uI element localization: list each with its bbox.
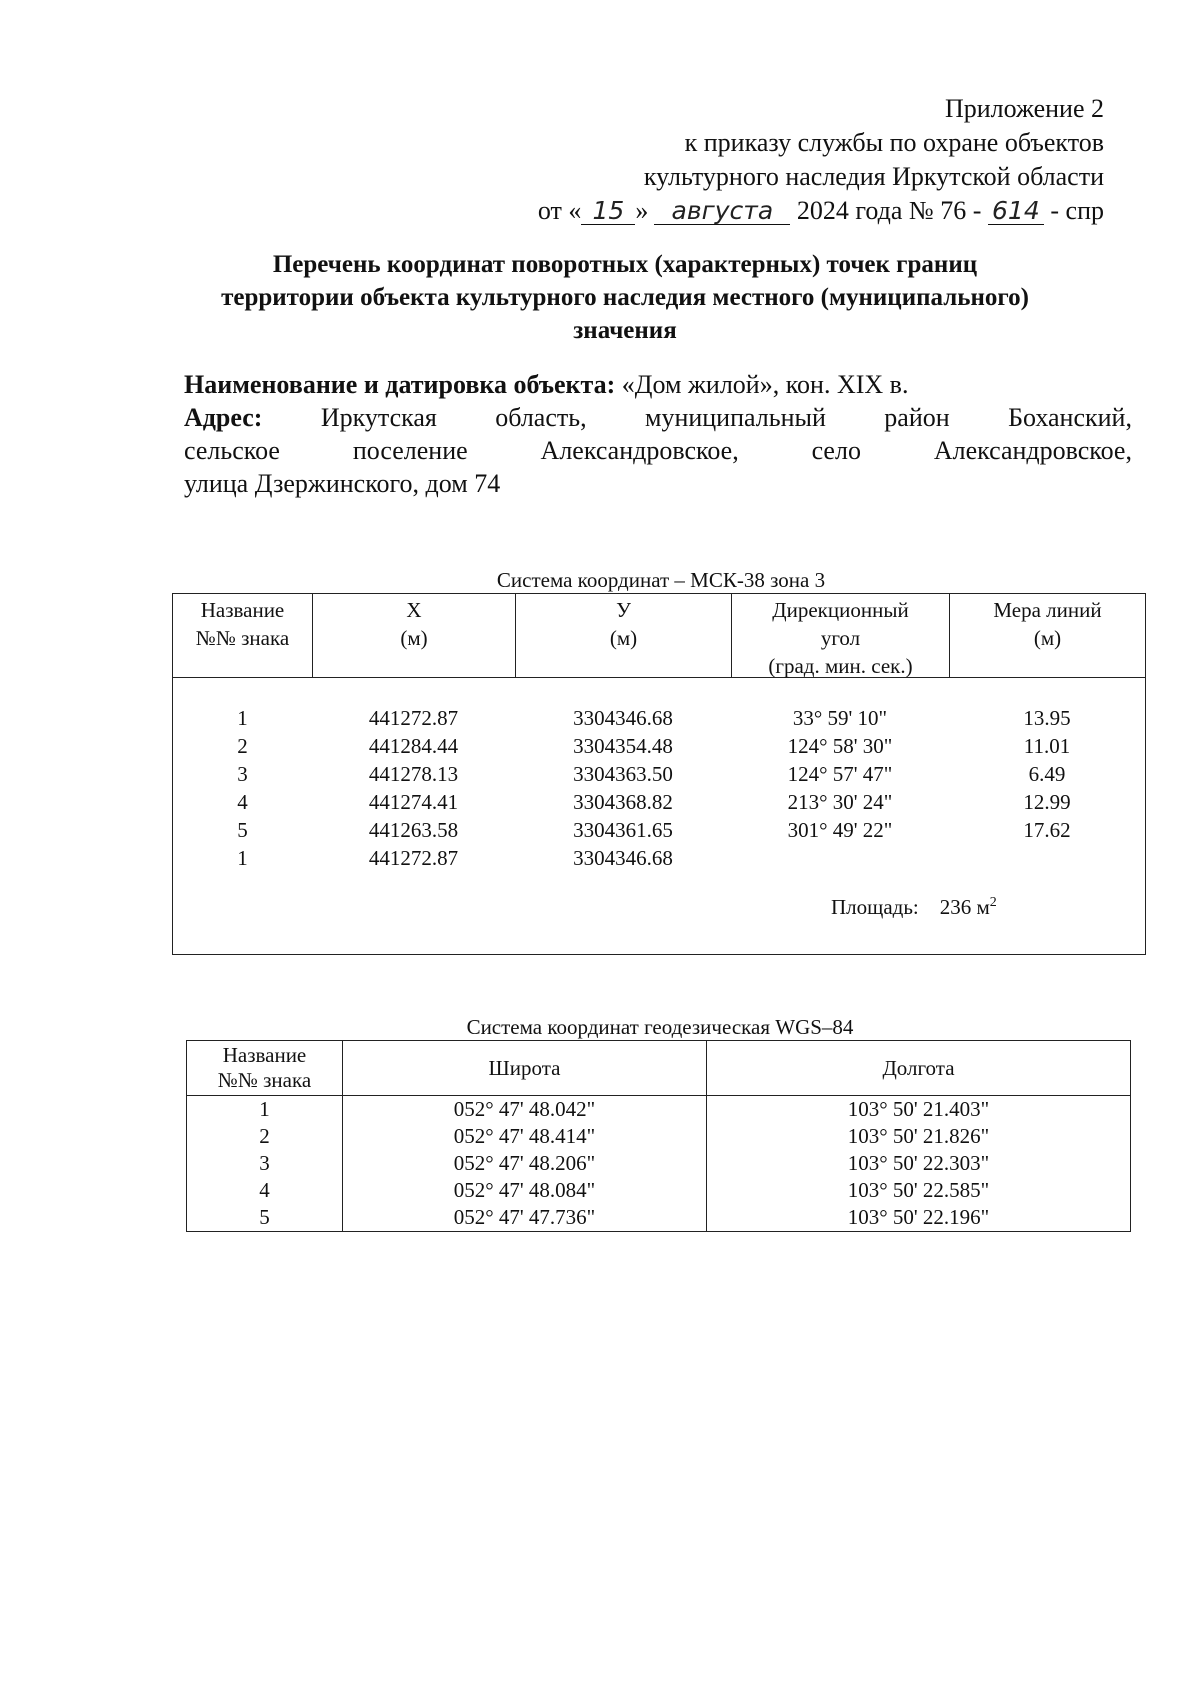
header-text: (м) <box>400 626 428 650</box>
cell-n: 3 <box>187 1150 343 1177</box>
cell-lat: 052° 47' 48.414" <box>343 1123 707 1150</box>
cell-x: 441272.87 <box>368 846 459 870</box>
cell-angle: 124° 58' 30" <box>787 734 893 758</box>
header-text: Дирекционный <box>772 598 909 622</box>
cell-n: 4 <box>187 1177 343 1204</box>
cell-y: 3304346.68 <box>573 846 673 870</box>
table-row <box>173 704 1145 732</box>
wgs-coordinates-table <box>186 1040 1131 1232</box>
wgs-table-header <box>187 1041 1131 1096</box>
header-text: Мера линий <box>993 598 1102 622</box>
cell-y: 3304368.82 <box>573 790 673 814</box>
table-row <box>187 1123 1131 1150</box>
object-info <box>184 368 1132 500</box>
address-word: Иркутская <box>320 403 437 432</box>
address-word: муниципальный <box>644 403 826 432</box>
cell-y: 3304346.68 <box>573 706 673 730</box>
cell-length: 12.99 <box>1023 790 1071 814</box>
date-prefix: от « <box>537 196 582 225</box>
table-row <box>173 788 1145 816</box>
cell-lat: 052° 47' 48.084" <box>343 1177 707 1204</box>
header-text: (м) <box>1033 626 1062 650</box>
table-row <box>173 760 1145 788</box>
address-word: Боханский, <box>1008 403 1132 432</box>
header-point-name <box>187 1041 343 1096</box>
header-text: Название <box>222 1043 307 1067</box>
object-name-row <box>184 368 1132 401</box>
cell-lon: 103° 50' 22.585" <box>707 1177 1131 1204</box>
header-text: У <box>616 598 631 622</box>
cell-length: 11.01 <box>1023 734 1071 758</box>
address-word: область, <box>495 403 587 432</box>
cell-lon: 103° 50' 21.403" <box>707 1096 1131 1124</box>
cell-x: 441272.87 <box>368 706 459 730</box>
header-text: Х <box>406 598 422 622</box>
table-row <box>173 844 1145 872</box>
address-word: сельское <box>184 436 280 465</box>
header-text: угол <box>820 626 861 650</box>
cell-n: 5 <box>237 818 248 842</box>
table-row <box>187 1150 1131 1177</box>
cell-angle: 213° 30' 24" <box>787 790 893 814</box>
cell-angle: 301° 49' 22" <box>787 818 893 842</box>
cell-y: 3304361.65 <box>573 818 673 842</box>
address-line-1 <box>184 401 1132 434</box>
header-y <box>515 594 731 677</box>
cell-n: 1 <box>187 1096 343 1124</box>
cell-x: 441263.58 <box>368 818 459 842</box>
date-mid: » <box>635 196 649 225</box>
handwritten-doc-number: 614 <box>988 198 1044 225</box>
wgs-table-caption: Система координат геодезическая WGS–84 <box>466 1015 854 1039</box>
msk-coordinates-table <box>172 593 1146 955</box>
table-row <box>173 732 1145 760</box>
address-word: Александровское, <box>540 436 739 465</box>
header-text: №№ знака <box>195 626 290 650</box>
object-name-value: «Дом жилой», кон. XIX в. <box>621 370 909 399</box>
appendix-date-line <box>538 194 1104 228</box>
title-line-2: территории объекта культурного наследия местного (муниципального) <box>221 284 1029 311</box>
title-line-1: Перечень координат поворотных (характерных) точек границ <box>272 251 978 278</box>
header-longitude: Долгота <box>707 1041 1131 1096</box>
address-word: село <box>811 436 861 465</box>
area-exponent: 2 <box>989 895 997 910</box>
header-direction-angle <box>731 594 949 677</box>
cell-x: 441284.44 <box>368 734 459 758</box>
cell-angle: 33° 59' 10" <box>792 706 888 730</box>
cell-lon: 103° 50' 22.196" <box>707 1204 1131 1232</box>
cell-lat: 052° 47' 48.206" <box>343 1150 707 1177</box>
table-row <box>187 1096 1131 1124</box>
cell-length: 6.49 <box>1028 762 1066 786</box>
area-line <box>831 890 997 920</box>
header-latitude: Широта <box>343 1041 707 1096</box>
header-line-length <box>949 594 1145 677</box>
title-line-3: значения <box>573 317 677 344</box>
appendix-title: Приложение 2 <box>944 94 1104 123</box>
address-label: Адрес: <box>184 403 263 432</box>
cell-y: 3304354.48 <box>573 734 673 758</box>
handwritten-day: 15 <box>581 198 635 225</box>
appendix-header <box>538 92 1104 228</box>
cell-y: 3304363.50 <box>573 762 673 786</box>
area-label: Площадь: <box>831 895 919 919</box>
cell-x: 441274.41 <box>368 790 459 814</box>
cell-angle: 124° 57' 47" <box>787 762 893 786</box>
object-name-label: Наименование и датировка объекта: <box>184 370 616 399</box>
wgs-table-body <box>187 1096 1131 1232</box>
address-line-2 <box>184 434 1132 467</box>
header-point-name <box>173 594 312 677</box>
cell-lat: 052° 47' 47.736" <box>343 1204 707 1232</box>
table-row <box>187 1204 1131 1232</box>
msk-table-caption: Система координат – МСК-38 зона 3 <box>496 568 826 592</box>
appendix-order-ref: к приказу службы по охране объектов <box>684 128 1104 157</box>
appendix-authority: культурного наследия Иркутской области <box>643 162 1104 191</box>
cell-n: 5 <box>187 1204 343 1232</box>
cell-n: 1 <box>237 846 248 870</box>
header-text: Название <box>200 598 285 622</box>
table-row <box>187 1177 1131 1204</box>
cell-lon: 103° 50' 21.826" <box>707 1123 1131 1150</box>
table-row <box>173 816 1145 844</box>
cell-n: 3 <box>237 762 248 786</box>
doc-suffix: - спр <box>1050 196 1104 225</box>
msk-table-body <box>173 704 1145 872</box>
address-word: Александровское, <box>933 436 1132 465</box>
cell-x: 441278.13 <box>368 762 459 786</box>
date-year: 2024 года № 76 - <box>796 196 982 225</box>
cell-n: 1 <box>237 706 248 730</box>
address-word: поселение <box>352 436 468 465</box>
cell-n: 2 <box>237 734 248 758</box>
cell-n: 2 <box>187 1123 343 1150</box>
cell-length: 17.62 <box>1023 818 1071 842</box>
cell-n: 4 <box>237 790 248 814</box>
document-title <box>150 248 1100 347</box>
cell-length: 13.95 <box>1023 706 1071 730</box>
address-word: район <box>884 403 950 432</box>
address-line-3: улица Дзержинского, дом 74 <box>184 469 501 498</box>
msk-table-header <box>173 594 1145 678</box>
header-text: №№ знака <box>217 1068 312 1092</box>
header-x <box>312 594 515 677</box>
area-value: 236 м <box>939 895 990 919</box>
cell-lat: 052° 47' 48.042" <box>343 1096 707 1124</box>
header-text: (м) <box>609 626 638 650</box>
cell-lon: 103° 50' 22.303" <box>707 1150 1131 1177</box>
handwritten-month: августа <box>654 198 790 225</box>
header-text: (град. мин. сек.) <box>768 654 913 678</box>
